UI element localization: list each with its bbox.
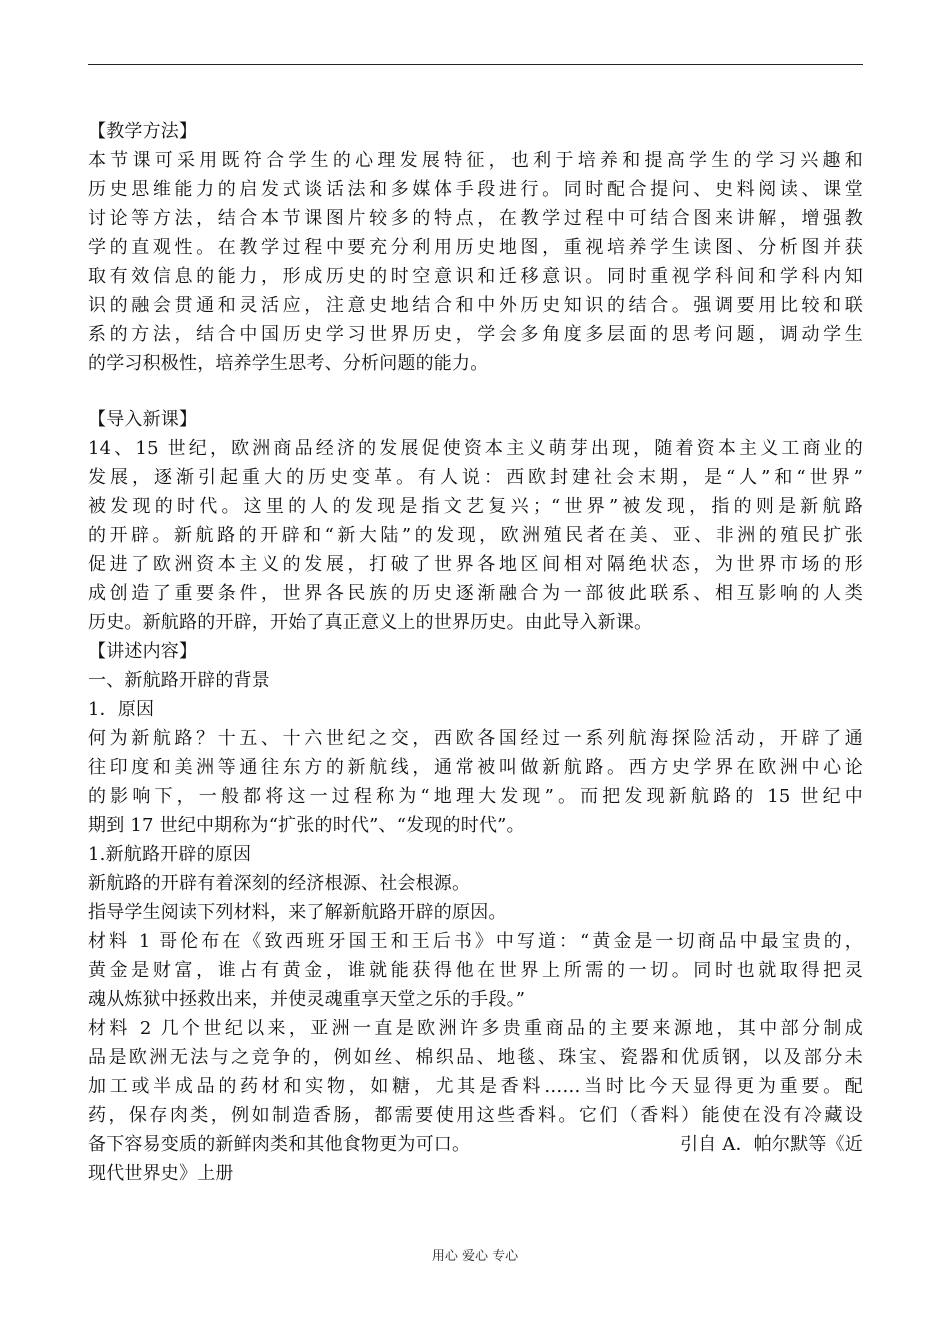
intro-paragraph — [88, 434, 863, 637]
paragraph-line: 何为新航路？十五、十六世纪之交，西欧各国经过一系列航海探险活动，开辟了通 — [88, 728, 863, 749]
material-2-citation: 引自 A．帕尔默等《近 — [680, 1134, 863, 1155]
material-2-last-text: 备下容易变质的新鲜肉类和其他食物更为可口。 — [88, 1134, 471, 1155]
paragraph-line: 黄金是财富，谁占有黄金，谁就能获得他在世界上所需的一切。同时也就取得把灵 — [88, 960, 863, 981]
page-footer: 用心 爱心 专心 — [431, 1249, 519, 1264]
paragraph-line: 14、15 世纪，欧洲商品经济的发展促使资本主义萌芽出现，随着资本主义工商业的 — [88, 438, 863, 459]
paragraph-line: 药，保存肉类，例如制造香肠，都需要使用这些香料。它们（香料）能使在没有冷藏设 — [88, 1105, 863, 1126]
sub-title: 1.新航路开辟的原因 — [88, 844, 252, 865]
paragraph-line: 被发现的时代。这里的人的发现是指文艺复兴；“世界”被发现，指的则是新航路 — [88, 496, 863, 517]
paragraph-line: 历史。新航路的开辟，开始了真正意义上的世界历史。由此导入新课。 — [88, 612, 653, 633]
paragraph-line: 系的方法，结合中国历史学习世界历史，学会多角度多层面的思考问题，调动学生 — [88, 324, 863, 345]
paragraph-line: 魂从炼狱中拯救出来，并使灵魂重享天堂之乐的手段。” — [88, 989, 526, 1010]
material-1 — [88, 927, 863, 1014]
paragraph-line: 成创造了重要条件，世界各民族的历史逐渐融合为一部彼此联系、相互影响的人类 — [88, 583, 863, 604]
paragraph-line: 历史思维能力的启发式谈话法和多媒体手段进行。同时配合提问、史料阅读、课堂 — [88, 179, 863, 200]
paragraph-line: 讨论等方法，结合本节课图片较多的特点，在教学过程中可结合图来讲解，增强教 — [88, 208, 863, 229]
paragraph-line: 发展，逐渐引起重大的历史变革。有人说：西欧封建社会末期，是“人”和“世界” — [88, 467, 863, 488]
paragraph-line: 本节课可采用既符合学生的心理发展特征，也利于培养和提高学生的学习兴趣和 — [88, 150, 863, 171]
guide-line: 指导学生阅读下列材料，来了解新航路开辟的原因。 — [88, 902, 507, 923]
paragraph-line: 加工或半成品的药材和实物，如糖，尤其是香料……当时比今天显得更为重要。配 — [88, 1076, 863, 1097]
method-heading: 【教学方法】 — [88, 121, 198, 142]
content-heading: 【讲述内容】 — [88, 641, 198, 662]
paragraph-line: 期到 17 世纪中期称为“扩张的时代”、“发现的时代”。 — [88, 815, 525, 836]
paragraph-line: 识的融会贯通和灵活应，注意史地结合和中外历史知识的结合。强调要用比较和联 — [88, 295, 863, 316]
intro-heading: 【导入新课】 — [88, 409, 198, 430]
paragraph-line: 的影响下，一般都将这一过程称为“地理大发现”。而把发现新航路的 15 世纪中 — [88, 786, 863, 807]
paragraph-line: 取有效信息的能力，形成历史的时空意识和迁移意识。同时重视学科间和学科内知 — [88, 266, 863, 287]
part-one-title: 一、新航路开辟的背景 — [88, 670, 270, 691]
header-rule — [88, 64, 863, 65]
paragraph-line: 的开辟。新航路的开辟和“新大陆”的发现，欧洲殖民者在美、亚、非洲的殖民扩张 — [88, 525, 863, 546]
paragraph-line — [88, 1130, 863, 1159]
paragraph-line: 往印度和美洲等通往东方的新航线，通常被叫做新航路。西方史学界在欧洲中心论 — [88, 757, 863, 778]
reason-title: 1．原因 — [88, 699, 155, 720]
roots-line: 新航路的开辟有着深刻的经济根源、社会根源。 — [88, 873, 471, 894]
paragraph-line: 品是欧洲无法与之竞争的，例如丝、棉织品、地毯、珠宝、瓷器和优质钢，以及部分未 — [88, 1047, 863, 1068]
method-paragraph — [88, 146, 863, 378]
document-body — [88, 117, 863, 1188]
material-2 — [88, 1014, 863, 1188]
paragraph-line: 学的直观性。在教学过程中要充分利用历史地图，重视培养学生读图、分析图并获 — [88, 237, 863, 258]
paragraph-line: 材料 2 几个世纪以来，亚洲一直是欧洲许多贵重商品的主要来源地，其中部分制成 — [88, 1018, 863, 1039]
paragraph-line: 材料 1 哥伦布在《致西班牙国王和王后书》中写道：“黄金是一切商品中最宝贵的， — [88, 931, 863, 952]
reason-paragraph — [88, 724, 863, 840]
paragraph-line: 的学习积极性，培养学生思考、分析问题的能力。 — [88, 353, 489, 374]
paragraph-line: 促进了欧洲资本主义的发展，打破了世界各地区间相对隔绝状态，为世界市场的形 — [88, 554, 863, 575]
spacer — [88, 378, 863, 405]
paragraph-line: 现代世界史》上册 — [88, 1163, 234, 1184]
